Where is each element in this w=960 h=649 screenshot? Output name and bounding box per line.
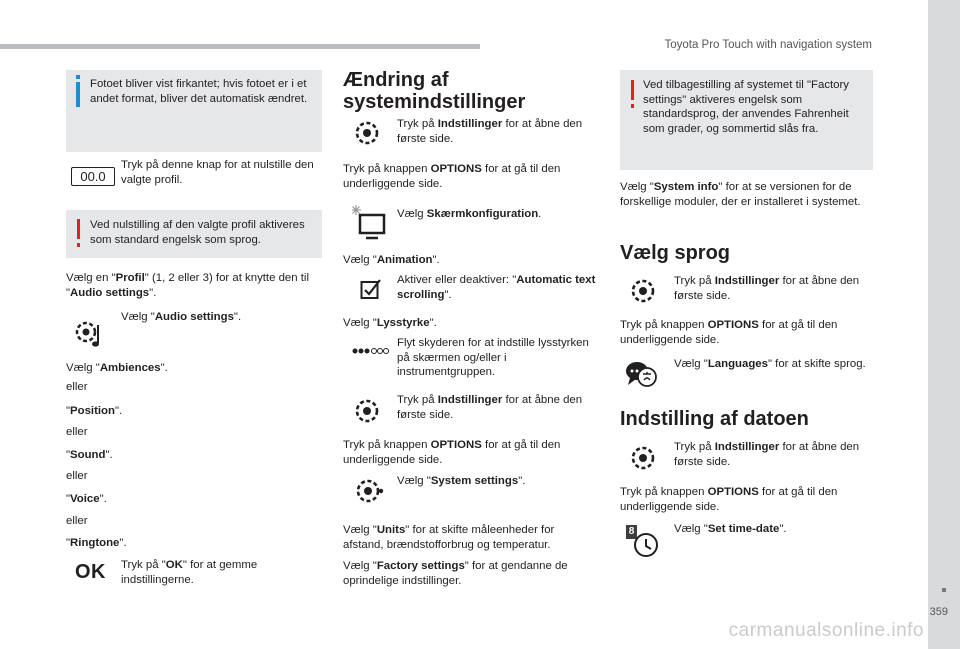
ok-button-icon: OK bbox=[75, 561, 106, 583]
or-text-2: eller bbox=[66, 426, 88, 438]
checkbox-icon bbox=[360, 278, 382, 300]
step-auto-scroll: Aktiver eller deaktiver: "Automatic text scrolling". bbox=[397, 274, 596, 301]
step-brightness: Vælg "Lysstyrke". bbox=[343, 317, 437, 329]
step-badge: 8 bbox=[626, 525, 637, 539]
voice-text: "Voice". bbox=[66, 493, 107, 505]
step-options-1: Tryk på knappen OPTIONS for at gå til den underliggende side. bbox=[343, 163, 561, 190]
settings-gear-icon bbox=[352, 396, 382, 426]
page-number: 359 bbox=[929, 606, 948, 618]
settings-gear-icon bbox=[628, 443, 658, 473]
ringtone-text: "Ringtone". bbox=[66, 537, 127, 549]
clock-icon bbox=[630, 530, 660, 560]
sound-text: "Sound". bbox=[66, 449, 113, 461]
step-system-settings: Vælg "System settings". bbox=[397, 475, 526, 487]
brightness-slider-icon bbox=[352, 346, 390, 356]
audio-settings-text: Vælg "Audio settings". bbox=[121, 311, 242, 323]
header-title: Toyota Pro Touch with navigation system bbox=[664, 39, 872, 51]
date-step-select: Vælg "Set time-date". bbox=[674, 523, 787, 535]
page-edge-bar bbox=[928, 0, 960, 649]
warning-icon bbox=[631, 80, 634, 100]
warning-icon bbox=[77, 219, 80, 239]
ok-text: Tryk på "OK" for at gemme indstillingerne. bbox=[121, 559, 258, 586]
system-settings-gear-icon bbox=[352, 476, 386, 506]
date-step-options: Tryk på knappen OPTIONS for at gå til den underliggende side. bbox=[620, 486, 838, 513]
page-dot bbox=[942, 588, 946, 592]
lang-step-select: Vælg "Languages" for at skifte sprog. bbox=[674, 358, 866, 370]
languages-icon bbox=[624, 360, 660, 390]
step-options-2: Tryk på knappen OPTIONS for at gå til den underliggende side. bbox=[343, 439, 561, 466]
screen-config-icon bbox=[352, 203, 388, 243]
header-rule bbox=[0, 44, 480, 49]
step-open-settings-2: Tryk på Indstillinger for at åbne den første side. bbox=[397, 394, 583, 421]
or-text-1: eller bbox=[66, 381, 88, 393]
reset-button-icon: 00.0 bbox=[71, 167, 115, 186]
or-text-4: eller bbox=[66, 515, 88, 527]
step-brightness-slider: Flyt skyderen for at indstille lysstyrken på skærmen og/eller i instrumentgruppen. bbox=[397, 337, 589, 379]
step-units: Vælg "Units" for at skifte måleenheder for afstand, brændstofforbrug og temperatur. bbox=[343, 524, 555, 551]
step-factory-settings: Vælg "Factory settings" for at gendanne de oprindelige indstillinger. bbox=[343, 560, 568, 587]
heading-set-date: Indstilling af datoen bbox=[620, 408, 809, 430]
ambiences-text: Vælg "Ambiences". bbox=[66, 362, 168, 374]
reset-text: Tryk på denne knap for at nulstille den valgte profil. bbox=[121, 159, 314, 186]
info-note-box bbox=[66, 70, 322, 152]
warning-note-text: Ved nulstilling af den valgte profil aktiveres som standard engelsk som sprog. bbox=[90, 219, 305, 246]
or-text-3: eller bbox=[66, 470, 88, 482]
settings-gear-icon bbox=[628, 276, 658, 306]
factory-warning-box bbox=[620, 70, 873, 170]
lang-step-options: Tryk på knappen OPTIONS for at gå til den underliggende side. bbox=[620, 319, 838, 346]
info-icon bbox=[76, 82, 80, 107]
date-step-open-settings: Tryk på Indstillinger for at åbne den første side. bbox=[674, 441, 860, 468]
heading-system-settings: Ændring af systemindstillinger bbox=[343, 69, 526, 113]
step-open-settings-1: Tryk på Indstillinger for at åbne den første side. bbox=[397, 118, 583, 145]
info-note-text: Fotoet bliver vist firkantet; hvis fotoet er i et andet format, bliver det automatisk ændret. bbox=[90, 78, 308, 105]
system-info-text: Vælg "System info" for at se versionen for de forskellige moduler, der er installeret i systemet. bbox=[620, 181, 861, 208]
step-animation: Vælg "Animation". bbox=[343, 254, 440, 266]
step-screen-config: Vælg Skærmkonfiguration. bbox=[397, 208, 542, 220]
heading-choose-language: Vælg sprog bbox=[620, 242, 731, 264]
factory-warning-text: Ved tilbagestilling af systemet til "Factory settings" aktiveres engelsk som standardsprog, der anvendes Fahrenheit som grader, og sommertid slås fra. bbox=[643, 79, 849, 135]
watermark: carmanualsonline.info bbox=[728, 620, 924, 641]
settings-gear-icon bbox=[352, 118, 382, 148]
profile-text: Vælg en "Profil" (1, 2 eller 3) for at knytte den til "Audio settings". bbox=[66, 272, 309, 299]
position-text: "Position". bbox=[66, 405, 123, 417]
warning-note-box bbox=[66, 210, 322, 258]
audio-settings-icon bbox=[72, 317, 106, 351]
lang-step-open-settings: Tryk på Indstillinger for at åbne den første side. bbox=[674, 275, 860, 302]
